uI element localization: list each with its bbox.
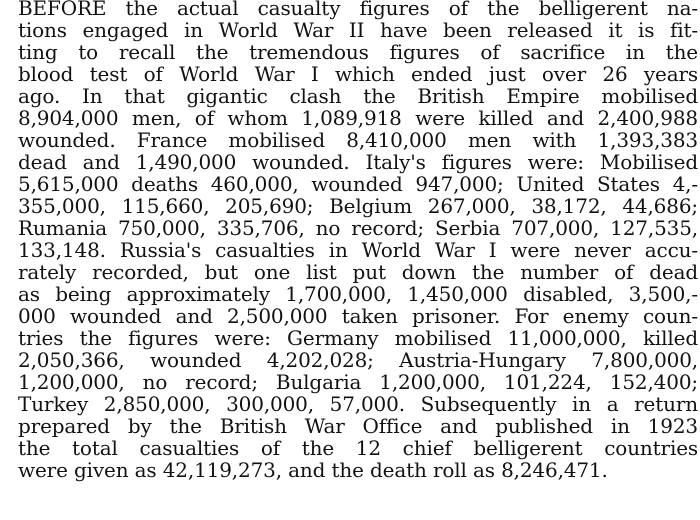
text-line-7: wounded. France mobilised 8,410,000 men with 1,393,383 (18, 128, 698, 152)
text-line-11: Rumania 750,000, 335,706, no record; Serbia 707,000, 127,535, (18, 216, 698, 240)
text-line-5: ago. In that gigantic clash the British Empire mobilised (18, 84, 698, 108)
text-line-15: 000 wounded and 2,500,000 taken prisoner. For enemy coun- (18, 304, 698, 328)
text-line-20: prepared by the British War Office and published in 1923 (18, 414, 698, 438)
text-line-13: rately recorded, but one list put down the number of dead (18, 260, 698, 284)
text-line-21: the total casualties of the 12 chief belligerent countries (18, 436, 698, 460)
text-line-2: tions engaged in World War II have been released it is fit- (18, 18, 698, 42)
text-line-22: were given as 42,119,273, and the death roll as 8,246,471. (18, 458, 608, 482)
text-line-1: BEFORE the actual casualty figures of the belligerent na- (18, 0, 698, 20)
text-line-9: 5,615,000 deaths 460,000, wounded 947,000; United States 4,- (18, 172, 698, 196)
text-line-4: blood test of World War I which ended just over 26 years (18, 62, 698, 86)
text-line-14: as being approximately 1,700,000, 1,450,000 disabled, 3,500,- (18, 282, 698, 306)
text-line-17: 2,050,366, wounded 4,202,028; Austria-Hungary 7,800,000, (18, 348, 698, 372)
article-body (18, 0, 698, 481)
text-line-12: 133,148. Russia's casualties in World War I were never accu- (18, 238, 698, 262)
text-line-10: 355,000, 115,660, 205,690; Belgium 267,000, 38,172, 44,686; (18, 194, 698, 218)
text-line-8: dead and 1,490,000 wounded. Italy's figures were: Mobilised (18, 150, 698, 174)
text-line-18: 1,200,000, no record; Bulgaria 1,200,000, 101,224, 152,400; (18, 370, 698, 394)
text-line-16: tries the figures were: Germany mobilised 11,000,000, killed (18, 326, 698, 350)
text-line-6: 8,904,000 men, of whom 1,089,918 were killed and 2,400,988 (18, 106, 698, 130)
text-line-3: ting to recall the tremendous figures of sacrifice in the (18, 40, 698, 64)
text-line-19: Turkey 2,850,000, 300,000, 57,000. Subsequently in a return (18, 392, 698, 416)
